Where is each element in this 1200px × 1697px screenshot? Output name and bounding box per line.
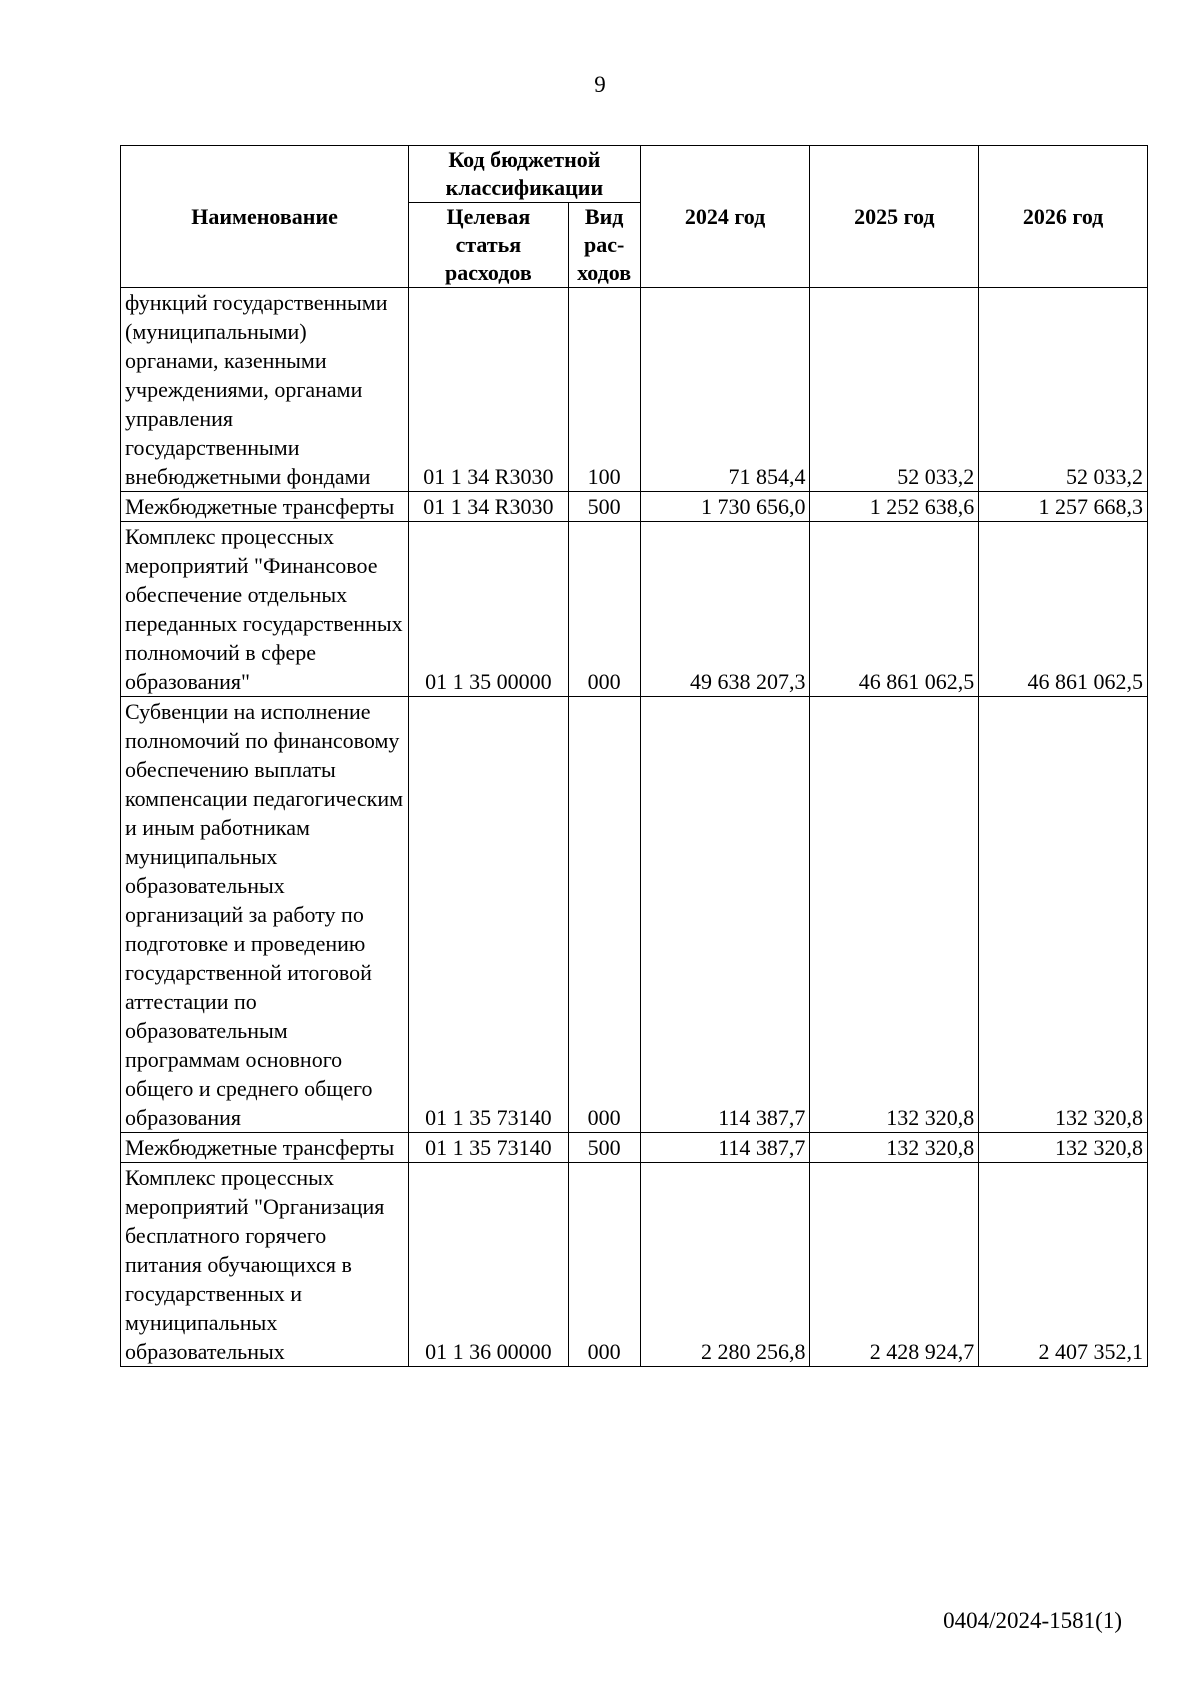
row-value-2025: 1 252 638,6 xyxy=(810,492,979,522)
row-name: функций государственными (муниципальными) органами, казенными учреждениями, органами управления государственными внебюджетными фондами xyxy=(121,288,409,492)
row-value-2026: 46 861 062,5 xyxy=(979,522,1148,697)
row-value-2025: 2 428 924,7 xyxy=(810,1163,979,1367)
header-2025: 2025 год xyxy=(810,146,979,288)
row-name: Межбюджетные трансферты xyxy=(121,1133,409,1163)
page-number: 9 xyxy=(594,72,606,97)
row-target-article: 01 1 36 00000 xyxy=(409,1163,569,1367)
row-value-2026: 132 320,8 xyxy=(979,697,1148,1133)
row-value-2024: 71 854,4 xyxy=(640,288,810,492)
row-expense-type: 000 xyxy=(568,697,640,1133)
row-target-article: 01 1 35 00000 xyxy=(409,522,569,697)
table-row xyxy=(121,522,1148,697)
row-name: Межбюджетные трансферты xyxy=(121,492,409,522)
row-target-article: 01 1 34 R3030 xyxy=(409,492,569,522)
row-value-2024: 1 730 656,0 xyxy=(640,492,810,522)
row-expense-type: 500 xyxy=(568,492,640,522)
row-value-2026: 2 407 352,1 xyxy=(979,1163,1148,1367)
header-row-1 xyxy=(121,146,1148,203)
document-number: 0404/2024-1581(1) xyxy=(943,1608,1122,1633)
row-expense-type: 100 xyxy=(568,288,640,492)
row-value-2025: 132 320,8 xyxy=(810,1133,979,1163)
table-row xyxy=(121,1133,1148,1163)
row-value-2024: 49 638 207,3 xyxy=(640,522,810,697)
budget-table xyxy=(120,145,1148,1367)
row-expense-type: 000 xyxy=(568,1163,640,1367)
table-row xyxy=(121,697,1148,1133)
row-value-2025: 46 861 062,5 xyxy=(810,522,979,697)
row-name: Комплекс процессных мероприятий "Организация бесплатного горячего питания обучающихся в государственных и муниципальных образовательных xyxy=(121,1163,409,1367)
row-name: Субвенции на исполнение полномочий по финансовому обеспечению выплаты компенсации педагогическим и иным работникам муниципальных образовательных организаций за работу по подготовке и проведению государственной итоговой аттестации по образовательным программам основного общего и среднего общего образования xyxy=(121,697,409,1133)
row-name: Комплекс процессных мероприятий "Финансовое обеспечение отдельных переданных государственных полномочий в сфере образования" xyxy=(121,522,409,697)
row-expense-type: 000 xyxy=(568,522,640,697)
row-value-2026: 132 320,8 xyxy=(979,1133,1148,1163)
row-target-article: 01 1 35 73140 xyxy=(409,697,569,1133)
header-2026: 2026 год xyxy=(979,146,1148,288)
table-row xyxy=(121,1163,1148,1367)
table-row xyxy=(121,288,1148,492)
header-target-article: Целевая статья расходов xyxy=(409,203,569,288)
row-value-2024: 2 280 256,8 xyxy=(640,1163,810,1367)
row-value-2024: 114 387,7 xyxy=(640,697,810,1133)
header-name: Наименование xyxy=(121,146,409,288)
header-code-group: Код бюджетной классификации xyxy=(409,146,641,203)
row-expense-type: 500 xyxy=(568,1133,640,1163)
row-target-article: 01 1 35 73140 xyxy=(409,1133,569,1163)
table-row xyxy=(121,492,1148,522)
header-expense-type: Вид рас-ходов xyxy=(568,203,640,288)
row-value-2026: 52 033,2 xyxy=(979,288,1148,492)
row-target-article: 01 1 34 R3030 xyxy=(409,288,569,492)
row-value-2026: 1 257 668,3 xyxy=(979,492,1148,522)
row-value-2025: 52 033,2 xyxy=(810,288,979,492)
header-2024: 2024 год xyxy=(640,146,810,288)
row-value-2025: 132 320,8 xyxy=(810,697,979,1133)
row-value-2024: 114 387,7 xyxy=(640,1133,810,1163)
